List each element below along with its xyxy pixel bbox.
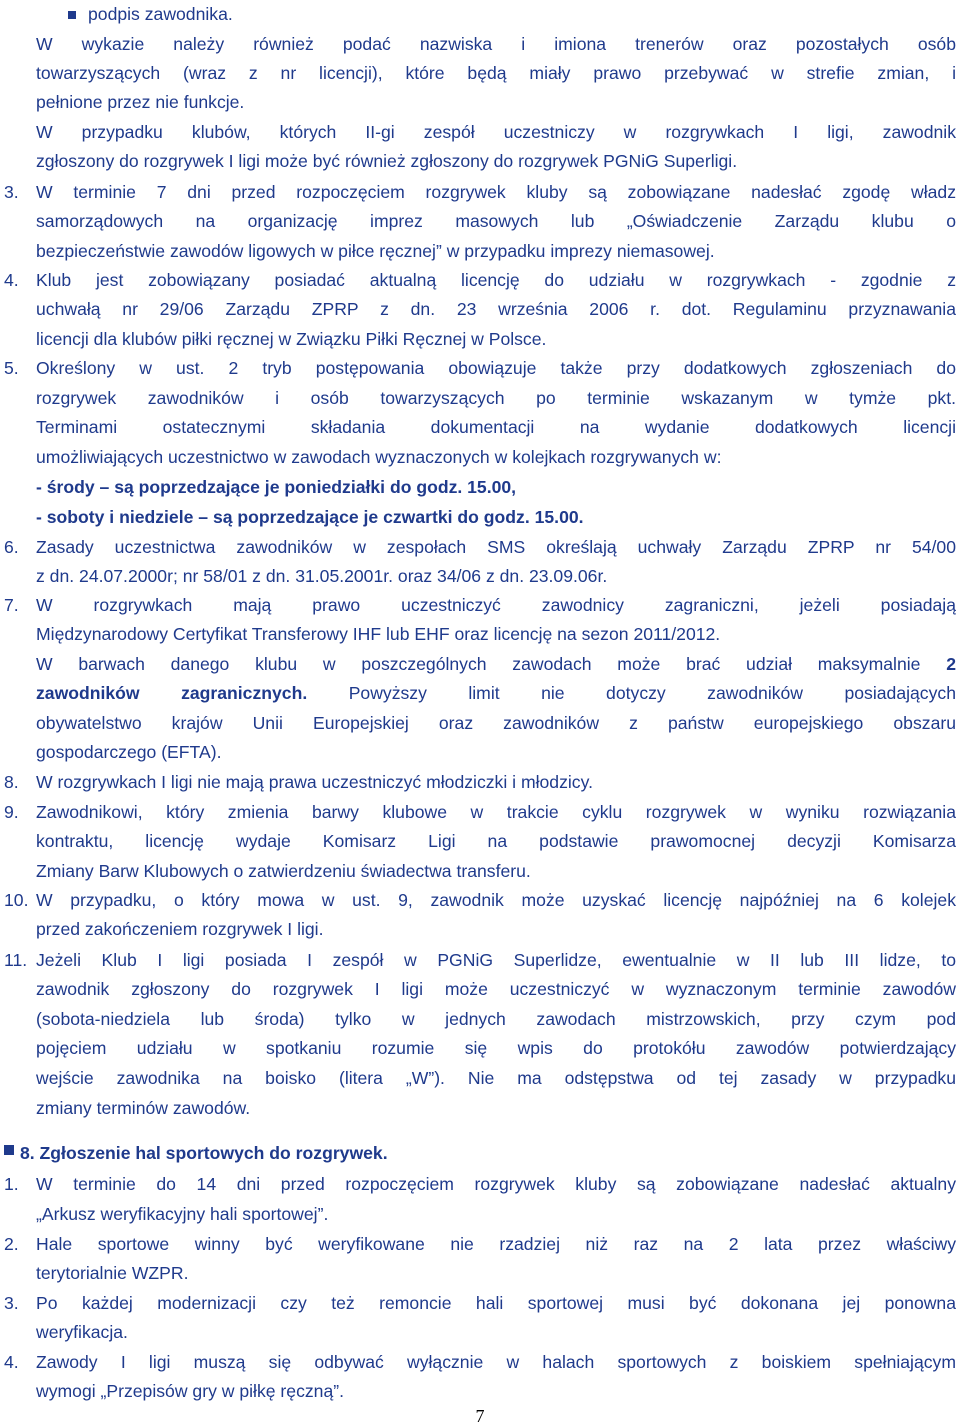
item-number: 11.	[4, 950, 28, 970]
paragraph-line: kontraktu, licencję wydaje Komisarz Ligi na podstawie prawomocnej decyzji Komisarza	[36, 831, 956, 851]
item-number: 9.	[4, 802, 19, 822]
item-number: 6.	[4, 537, 19, 557]
paragraph-line: terytorialnie WZPR.	[36, 1263, 189, 1283]
paragraph-line	[36, 681, 956, 705]
paragraph-line: „Arkusz weryfikacyjny hali sportowej”.	[36, 1204, 329, 1224]
text-run-bold: zawodników zagranicznych.	[36, 683, 308, 703]
paragraph-line: gospodarczego (EFTA).	[36, 742, 222, 762]
paragraph-line: W terminie 7 dni przed rozpoczęciem rozgrywek kluby są zobowiązane nadesłać zgodę władz	[36, 182, 956, 202]
paragraph-line: obywatelstwo krajów Unii Europejskiej oraz zawodników z państw europejskiego obszaru	[36, 713, 956, 733]
paragraph-line: Zawody I ligi muszą się odbywać wyłącznie w halach sportowych z boiskiem spełniającym	[36, 1352, 956, 1372]
paragraph-line: uchwałą nr 29/06 Zarządu ZPRP z dn. 23 września 2006 r. dot. Regulaminu przyznawania	[36, 299, 956, 319]
paragraph-line: przed zakończeniem rozgrywek I ligi.	[36, 919, 324, 939]
item-number: 7.	[4, 595, 19, 615]
square-bullet-icon	[68, 11, 76, 19]
paragraph-line: W rozgrywkach mają prawo uczestniczyć zawodnicy zagraniczni, jeżeli posiadają	[36, 595, 956, 615]
paragraph-line: W terminie do 14 dni przed rozpoczęciem rozgrywek kluby są zobowiązane nadesłać aktualny	[36, 1174, 956, 1194]
paragraph-line: Zawodnikowi, który zmienia barwy klubowe w trakcie cyklu rozgrywek w wyniku rozwiązania	[36, 802, 956, 822]
item-number: 4.	[4, 270, 19, 290]
paragraph-line	[36, 652, 956, 676]
text-run: Powyższy limit nie dotyczy zawodników posiadających	[307, 683, 956, 703]
bullet-text: podpis zawodnika.	[88, 4, 233, 24]
paragraph-line: rozgrywek zawodników i osób towarzyszących po terminie wskazanym w tymże pkt.	[36, 388, 956, 408]
deadline-line: - soboty i niedziele – są poprzedzające je czwartki do godz. 15.00.	[36, 507, 584, 527]
paragraph-line: samorządowych na organizację imprez masowych lub „Oświadczenie Zarządu klubu o	[36, 211, 956, 231]
paragraph-line: Terminami ostatecznymi składania dokumentacji na wydanie dodatkowych licencji	[36, 417, 956, 437]
paragraph-line: umożliwiających uczestnictwo w zawodach wyznaczonych w kolejkach rozgrywanych w:	[36, 447, 722, 467]
paragraph-line: licencji dla klubów piłki ręcznej w Związku Piłki Ręcznej w Polsce.	[36, 329, 547, 349]
paragraph-line: Określony w ust. 2 tryb postępowania obowiązuje także przy dodatkowych zgłoszeniach do	[36, 358, 956, 378]
item-number: 10.	[4, 890, 29, 910]
paragraph-line: z dn. 24.07.2000r; nr 58/01 z dn. 31.05.2001r. oraz 34/06 z dn. 23.09.06r.	[36, 566, 608, 586]
item-number: 3.	[4, 1293, 19, 1313]
text-run-bold: 2	[946, 654, 956, 674]
square-bullet-icon	[4, 1145, 14, 1155]
item-number: 1.	[4, 1174, 19, 1194]
paragraph-line: Klub jest zobowiązany posiadać aktualną licencję do udziału w rozgrywkach - zgodnie z	[36, 270, 956, 290]
paragraph-line: wymogi „Przepisów gry w piłkę ręczną”.	[36, 1381, 344, 1401]
paragraph-line: zgłoszony do rozgrywek I ligi może być również zgłoszony do rozgrywek PGNiG Superligi.	[36, 151, 738, 171]
paragraph-line: zawodnik zgłoszony do rozgrywek I ligi może uczestniczyć w wyznaczonym terminie zawodów	[36, 979, 956, 999]
paragraph-line: Jeżeli Klub I ligi posiada I zespół w PGNiG Superlidze, ewentualnie w II lub III lidze, to	[36, 950, 956, 970]
paragraph-line: (sobota-niedziela lub środa) tylko w jednych zawodach mistrzowskich, przy czym pod	[36, 1009, 956, 1029]
paragraph-line: zmiany terminów zawodów.	[36, 1098, 251, 1118]
paragraph-line: pełnione przez nie funkcje.	[36, 92, 245, 112]
bullet-item	[0, 2, 960, 26]
paragraph-line: Zasady uczestnictwa zawodników w zespołach SMS określają uchwały Zarządu ZPRP nr 54/00	[36, 537, 956, 557]
item-number: 2.	[4, 1234, 19, 1254]
section-heading: 8. Zgłoszenie hal sportowych do rozgrywek.	[20, 1143, 388, 1163]
paragraph-line: pojęciem udziału w spotkaniu rozumie się wpis do protokółu zawodów potwierdzający	[36, 1038, 956, 1058]
paragraph-line: wejście zawodnika na boisko (litera „W”). Nie ma odstępstwa od tej zasady w przypadku	[36, 1068, 956, 1088]
item-number: 4.	[4, 1352, 19, 1372]
deadline-line: - środy – są poprzedzające je poniedziałki do godz. 15.00,	[36, 477, 517, 497]
page-number: 7	[475, 1406, 485, 1426]
text-run: W barwach danego klubu w poszczególnych zawodach może brać udział maksymalnie	[36, 654, 947, 674]
paragraph-line: W rozgrywkach I ligi nie mają prawa uczestniczyć młodziczki i młodzicy.	[36, 772, 593, 792]
paragraph-line: bezpieczeństwie zawodów ligowych w piłce ręcznej” w przypadku imprezy niemasowej.	[36, 241, 715, 261]
paragraph-line: weryfikacja.	[36, 1322, 128, 1342]
paragraph-line: towarzyszących (wraz z nr licencji), które będą miały prawo przebywać w strefie zmian, i	[36, 63, 956, 83]
item-number: 3.	[4, 182, 19, 202]
paragraph-line: W wykazie należy również podać nazwiska i imiona trenerów oraz pozostałych osób	[36, 34, 956, 54]
paragraph-line: Po każdej modernizacji czy też remoncie hali sportowej musi być dokonana jej ponowna	[36, 1293, 956, 1313]
paragraph-line: Międzynarodowy Certyfikat Transferowy IHF lub EHF oraz licencję na sezon 2011/2012.	[36, 624, 721, 644]
paragraph-line: W przypadku, o który mowa w ust. 9, zawodnik może uzyskać licencję najpóźniej na 6 kolejek	[36, 890, 956, 910]
item-number: 8.	[4, 772, 19, 792]
paragraph-line: Hale sportowe winny być weryfikowane nie rzadziej niż raz na 2 lata przez właściwy	[36, 1234, 956, 1254]
paragraph-line: Zmiany Barw Klubowych o zatwierdzeniu świadectwa transferu.	[36, 861, 531, 881]
item-number: 5.	[4, 358, 19, 378]
paragraph-line: W przypadku klubów, których II-gi zespół uczestniczy w rozgrywkach I ligi, zawodnik	[36, 122, 956, 142]
